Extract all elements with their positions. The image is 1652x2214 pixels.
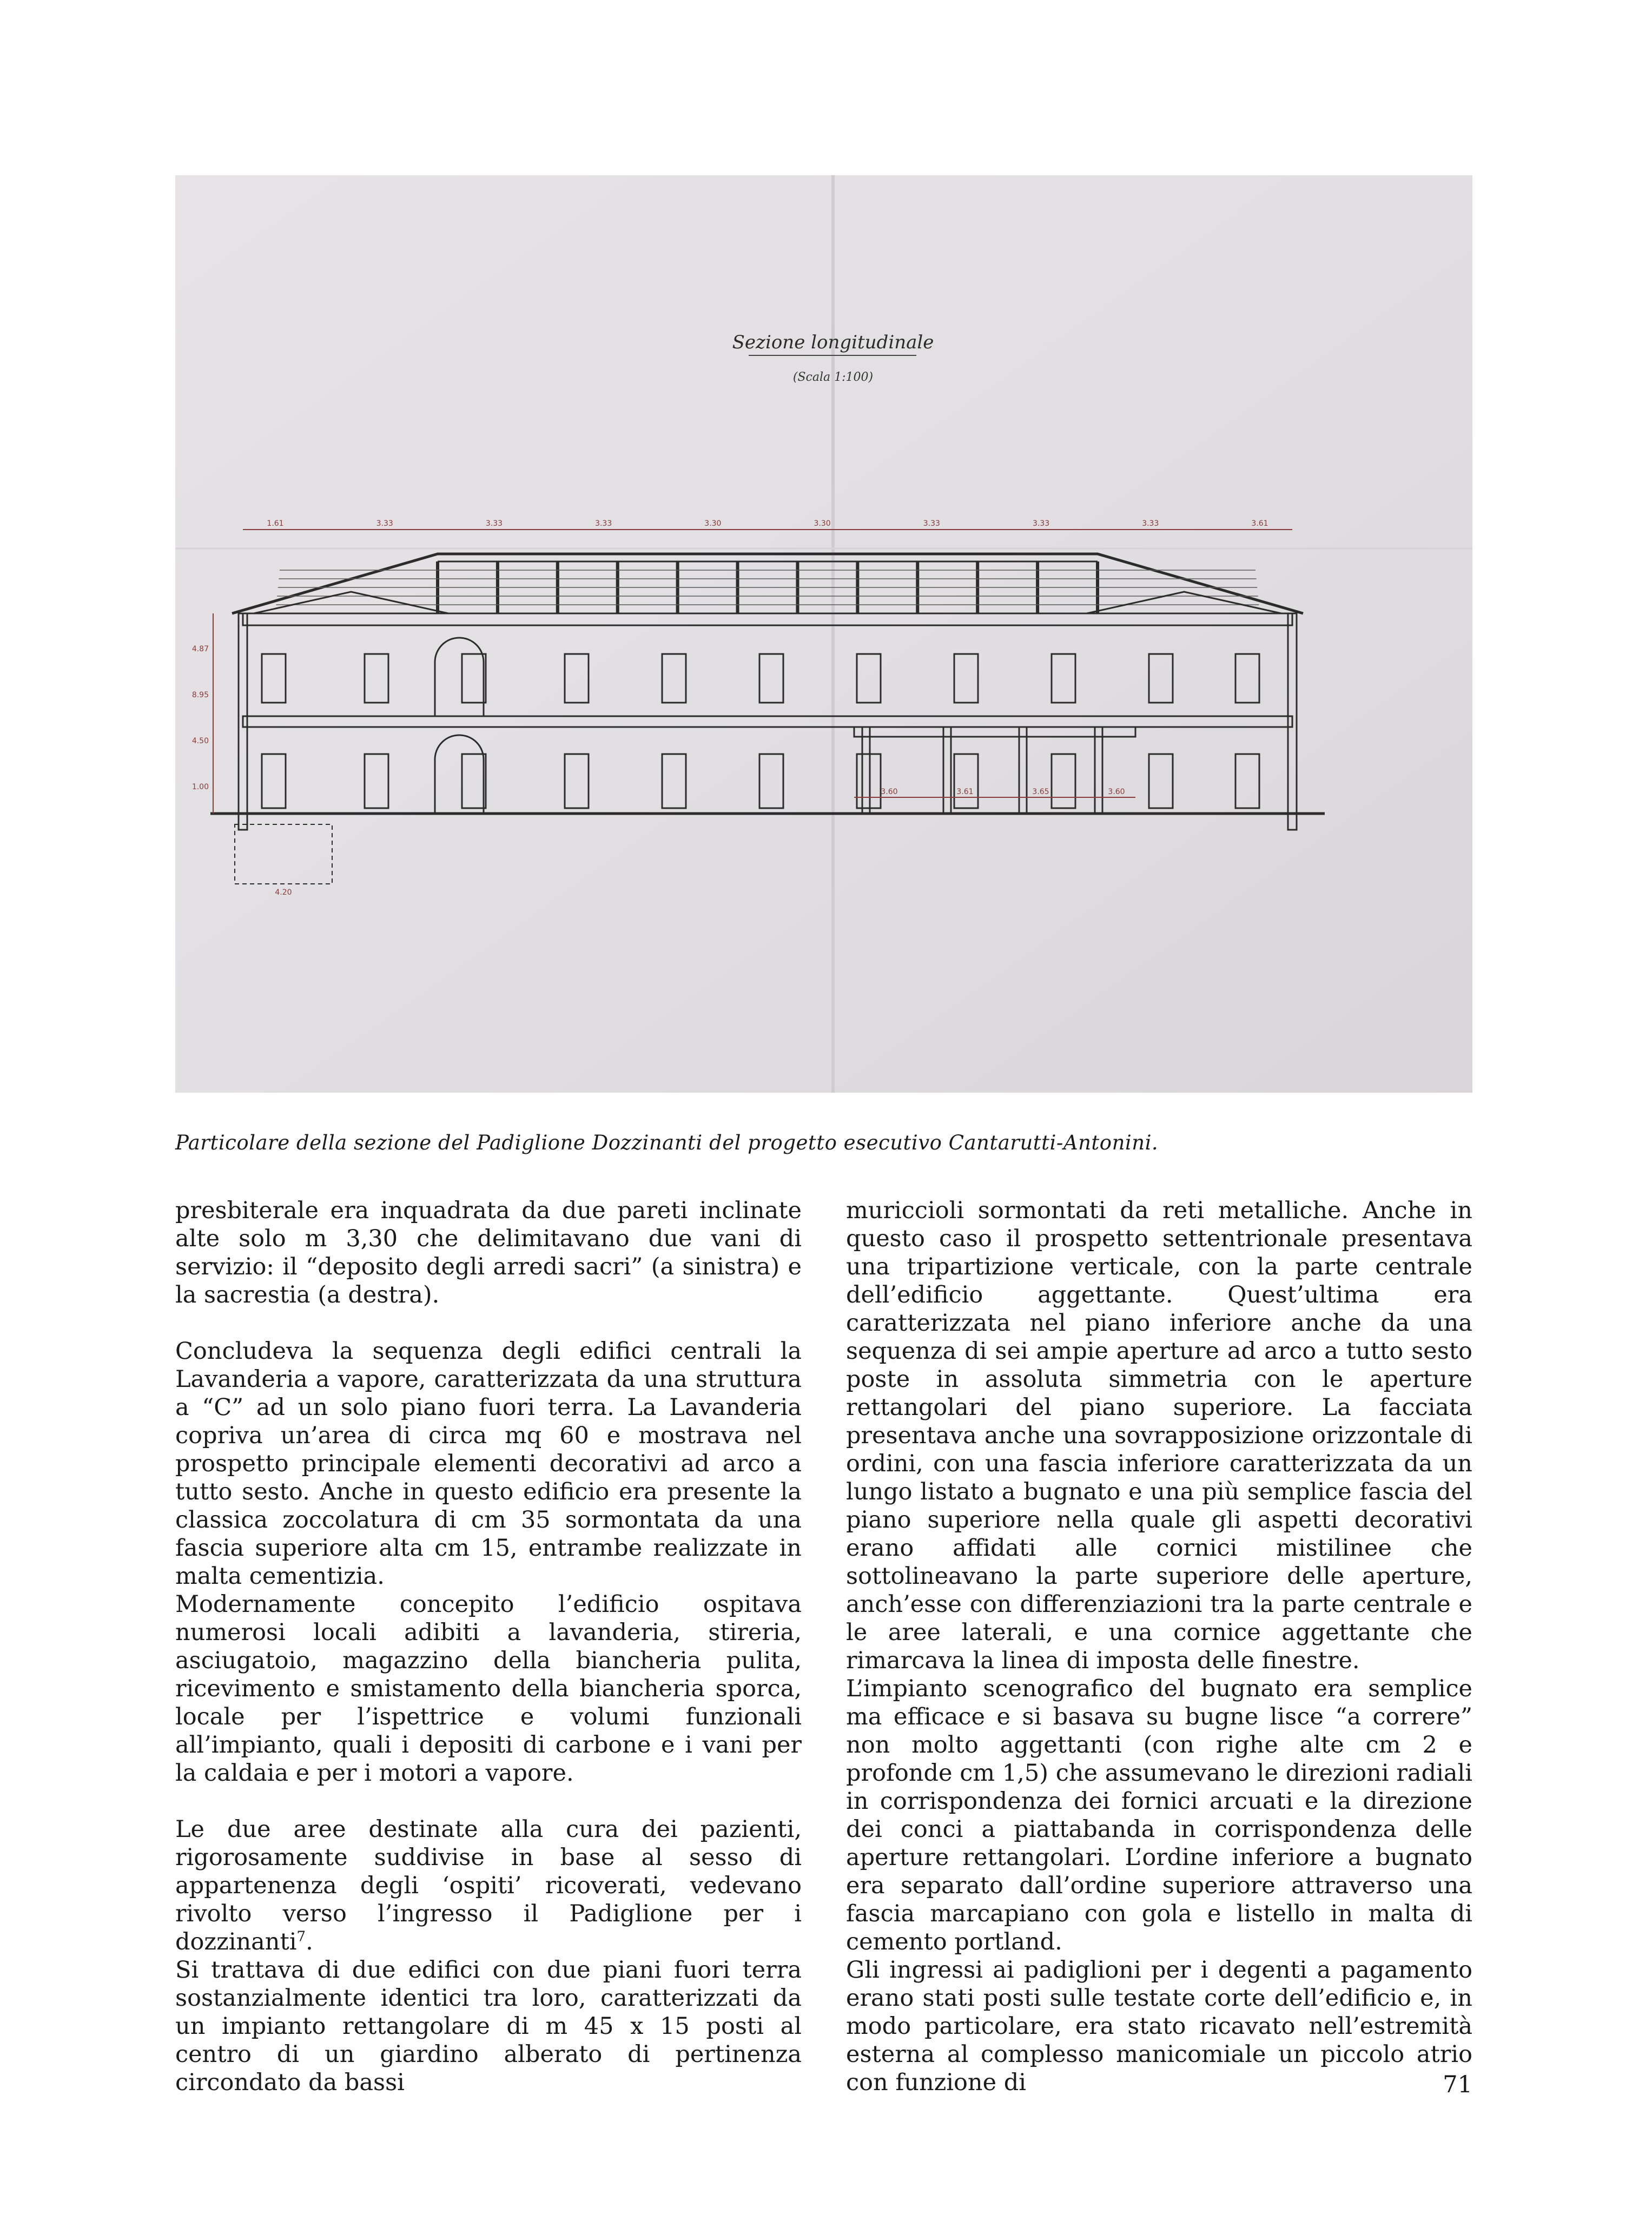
paragraph: presbiterale era inquadrata da due pareti inclinate alte solo m 3,30 che delimitavano due vani di servizio: il “deposito degli arredi sacri” (a sinistra) e la sacrestia (a destra). (175, 1197, 802, 1308)
dimension-label: 3.33 (1032, 519, 1050, 528)
paragraph: L’impianto scenografico del bugnato era semplice ma efficace e si basava su bugne lisce “a correre” non molto aggettanti (con righe alte cm 2 e profonde cm 1,5) che assumevano le direzioni radiali in corrispondenza dei fornici arcuati e la direzione dei conci a piattabanda in corrispondenza delle aperture rettangolari. L’ordine inferiore a bugnato era separato dall’ordine superiore attraverso una fascia marcapiano con gola e listello in malta di cemento portland. (846, 1675, 1472, 1955)
dimension-label: 1.61 (267, 519, 284, 528)
page-number: 71 (1443, 2071, 1472, 2098)
dimension-label: 8.95 (191, 691, 209, 699)
text-column-left (175, 1197, 802, 2097)
paragraph: Modernamente concepito l’edificio ospitava numerosi locali adibiti a lavanderia, stireria, asciugatoio, magazzino della biancheria pulita, ricevimento e smistamento della biancheria sporca, locale per l’ispettrice e volumi funzionali all’impianto, quali i depositi di carbone e i vani per la caldaia e per i motori a vapore. (175, 1591, 802, 1787)
dimension-label: 3.65 (1032, 788, 1049, 796)
figure-caption: Particolare della sezione del Padiglione Dozzinanti del progetto esecutivo Cantarutti-Antonini. (175, 1131, 1159, 1154)
drawing-title: Sezione longitudinale (732, 332, 934, 353)
dimension-label: 3.60 (1108, 788, 1125, 796)
paragraph-text: Le due aree destinate alla cura dei pazienti, rigorosamente suddivise in base al sesso di appartenenza degli ‘ospiti’ ricoverati, vedevano rivolto verso l’ingresso il Padiglione per i dozzinanti (175, 1816, 802, 1955)
dimension-label: 3.30 (704, 519, 722, 528)
architectural-drawing (175, 175, 1472, 1093)
dimension-label: 3.60 (881, 788, 898, 796)
paragraph (175, 1815, 802, 1956)
dimension-label: 3.33 (923, 519, 940, 528)
dimension-label: 3.30 (814, 519, 831, 528)
paper-background (175, 175, 1472, 1093)
text-column-right (846, 1197, 1472, 2097)
dimension-label: 3.33 (1142, 519, 1159, 528)
dimension-label: 4.50 (191, 737, 209, 745)
paragraph: Gli ingressi ai padiglioni per i degenti a pagamento erano stati posti sulle testate corte dell’edificio e, in modo particolare, era stato ricavato nell’estremità esterna al complesso manicomiale un piccolo atrio con funzione di (846, 1957, 1472, 2096)
dimension-label: 3.33 (376, 519, 393, 528)
dimension-label: 3.33 (485, 519, 503, 528)
dimension-label: 3.61 (956, 788, 974, 796)
dimension-label: 4.87 (191, 645, 209, 653)
paragraph-end: . (306, 1928, 313, 1955)
dimension-label: 3.61 (1251, 519, 1268, 528)
drawing-scale: (Scala 1:100) (792, 371, 874, 384)
paragraph: muricciolі sormontati da reti metalliche. Anche in questo caso il prospetto settentrionale presentava una tripartizione verticale, con la parte centrale dell’edificio aggettante. Quest’ultima era caratterizzata nel piano inferiore anche da una sequenza di sei ampie aperture ad arco a tutto sesto poste in assoluta simmetria con le aperture rettangolari del piano superiore. La facciata presentava anche una sovrapposizione orizzontale di ordini, con una fascia inferiore caratterizzata da un lungo listato a bugnato e una più semplice fascia del piano superiore nella quale gli aspetti decorativi erano affidati alle cornici mistilinee che sottolineavano la parte superiore delle aperture, anch’esse con differenziazioni tra la parte centrale e le aree laterali, e una cornice aggettante che rimarcava la linea di imposta delle finestre. (846, 1197, 1472, 1674)
longitudinal-section-drawing (175, 175, 1472, 1093)
paragraph: Si trattava di due edifici con due piani fuori terra sostanzialmente identici tra loro, caratterizzati da un impianto rettangolare di m 45 x 15 posti al centro di un giardino alberato di pertinenza circondato da bassi (175, 1957, 802, 2096)
dimension-label: 4.20 (275, 888, 292, 897)
dimension-label: 1.00 (191, 783, 209, 791)
footnote-ref[interactable]: 7 (296, 1928, 306, 1945)
dimension-label: 3.33 (595, 519, 612, 528)
paragraph: Concludeva la sequenza degli edifici centrali la Lavanderia a vapore, caratterizzata da una struttura a “C” ad un solo piano fuori terra. La Lavanderia copriva un’area di circa mq 60 e mostrava nel prospetto principale elementi decorativi ad arco a tutto sesto. Anche in questo edificio era presente la classica zoccolatura di cm 35 sormontata da una fascia superiore alta cm 15, entrambe realizzate in malta cementizia. (175, 1338, 802, 1590)
